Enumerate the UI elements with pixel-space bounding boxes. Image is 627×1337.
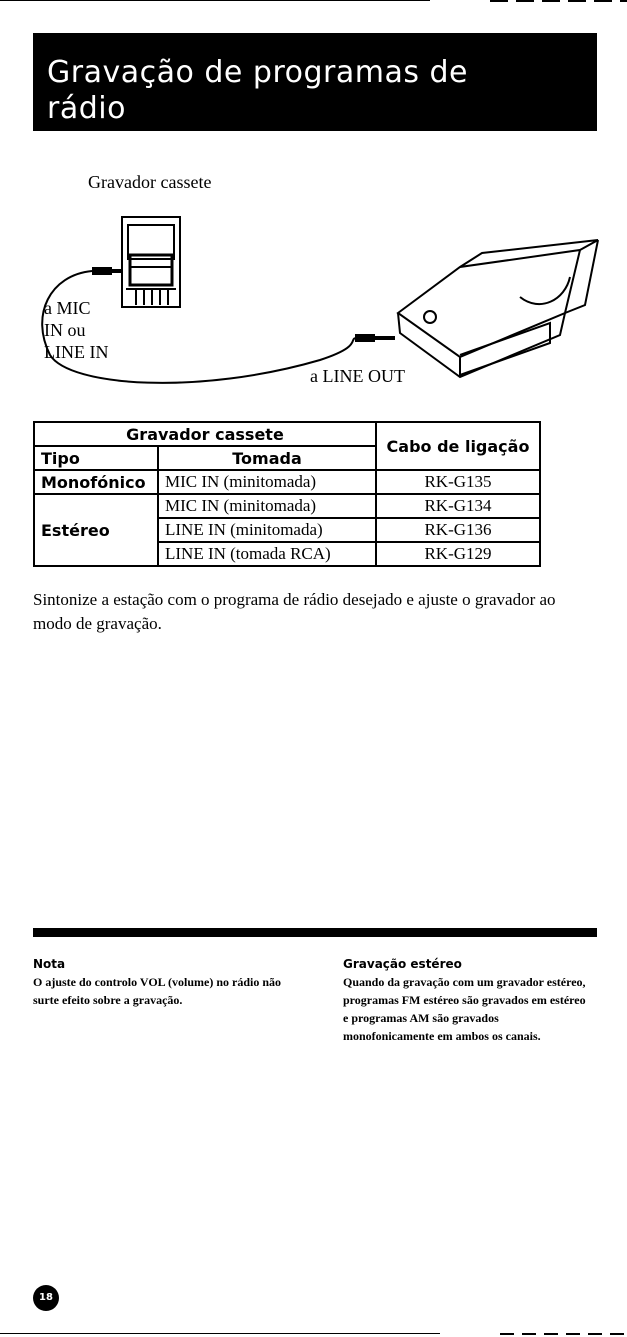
label-mic: a MIC: [44, 298, 91, 318]
table-header-cabo: Cabo de ligação: [376, 422, 540, 470]
page-number-badge: 18: [33, 1285, 59, 1311]
table-group-header: Gravador cassete: [34, 422, 376, 446]
cell-tipo: Monofónico: [34, 470, 158, 494]
recorder-caption: Gravador cassete: [88, 172, 212, 192]
table-row: [34, 494, 540, 518]
bottom-crop-marks: [500, 1333, 627, 1335]
cell-tomada: MIC IN (minitomada): [158, 494, 376, 518]
plug-right-icon: [355, 334, 395, 342]
note-text: O ajuste do controlo VOL (volume) no rádio não surte efeito sobre a gravação.: [33, 975, 281, 1007]
cell-cabo: RK-G129: [376, 542, 540, 566]
cassette-recorder-icon: [122, 217, 180, 307]
radio-device-icon: [398, 240, 598, 377]
note-left: [33, 955, 283, 1009]
connection-table: [33, 421, 541, 567]
section-divider: [33, 928, 597, 937]
cell-tipo: Estéreo: [34, 494, 158, 566]
plug-left-icon: [92, 267, 122, 275]
cell-tomada: MIC IN (minitomada): [158, 470, 376, 494]
table-header-tomada: Tomada: [158, 446, 376, 470]
note-heading: Nota: [33, 957, 66, 971]
label-line-in: LINE IN: [44, 342, 109, 362]
stereo-heading: Gravação estéreo: [343, 957, 462, 971]
note-right: [343, 955, 593, 1045]
connection-cable: [42, 271, 355, 383]
top-rule: [0, 0, 430, 1]
instruction-text: Sintonize a estação com o programa de rádio desejado e ajuste o gravador ao modo de gravação.: [33, 590, 556, 633]
cell-cabo: RK-G135: [376, 470, 540, 494]
stereo-text: Quando da gravação com um gravador estéreo, programas FM estéreo são gravados em estéreo e programas AM são gravados monofonicamente em ambos os canais.: [343, 975, 586, 1043]
cell-cabo: RK-G134: [376, 494, 540, 518]
label-line-out: a LINE OUT: [310, 366, 405, 386]
connection-diagram: [20, 205, 620, 405]
page-title: [33, 33, 597, 131]
cell-cabo: RK-G136: [376, 518, 540, 542]
page-title-line2: rádio: [47, 91, 126, 126]
cell-tomada: LINE IN (tomada RCA): [158, 542, 376, 566]
top-crop-marks: [490, 0, 627, 2]
table-header-tipo: Tipo: [34, 446, 158, 470]
table-row: [34, 470, 540, 494]
cell-tomada: LINE IN (minitomada): [158, 518, 376, 542]
label-in-ou: IN ou: [44, 320, 86, 340]
page-title-line1: Gravação de programas de: [47, 55, 469, 90]
bottom-rule: [0, 1333, 440, 1334]
